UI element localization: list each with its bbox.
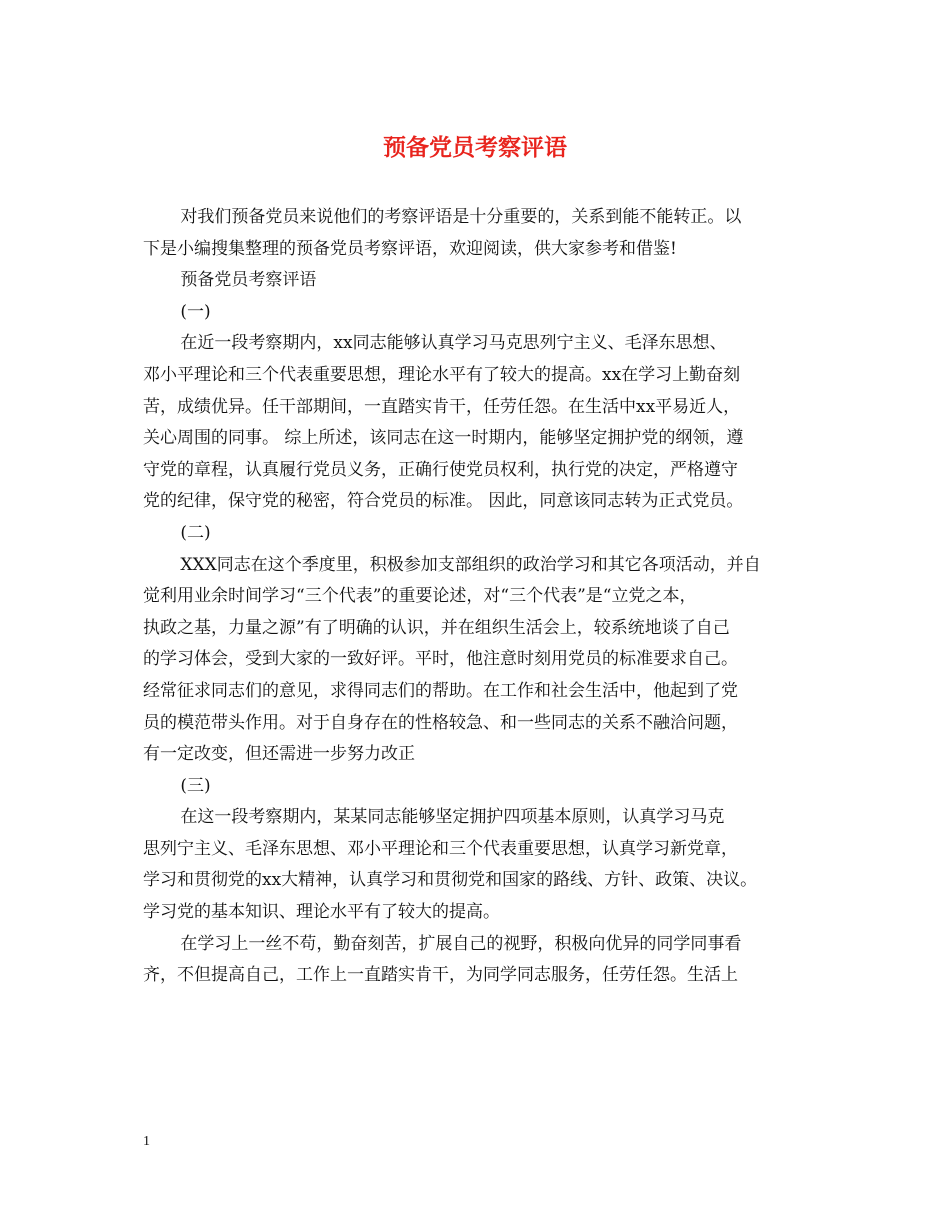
section-1-paragraph: 在近一段考察期内，xx同志能够认真学习马克思列宁主义、毛泽东思想、 邓小平理论和三个代表重要思想，理论水平有了较大的提高。xx在学习上勤奋刻 苦，成绩优异。任干部期间，一直踏实肯干，任劳任怨。在生活中xx平易近人， 关心周围的同事。 综上所述，该同志在这一时期内，能够坚定拥护党的纲领，遵 守党的章程，认真履行党员义务，正确行使党员权利，执行党的决定，严格遵守 党的纪律，保守党的秘密，符合党员的标准。 因此，同意该同志转为正式党员。 [143,333,744,512]
page-number: 1 [143,1134,150,1149]
section-marker-1: (一) [180,301,211,322]
subheading: 预备党员考察评语 [180,270,317,291]
section-marker-3: (三) [180,775,211,796]
section-marker-2: (二) [180,522,211,543]
section-3-paragraph-2: 在学习上一丝不苟，勤奋刻苦，扩展自己的视野，积极向优异的同学同事看 齐，不但提高自己，工作上一直踏实肯干，为同学同志服务，任劳任怨。生活上 [143,933,742,986]
intro-paragraph: 对我们预备党员来说他们的考察评语是十分重要的，关系到能不能转正。以 下是小编搜集整理的预备党员考察评语，欢迎阅读，供大家参考和借鉴! [143,207,742,259]
document-body [143,202,823,992]
section-2-paragraph: XXX同志在这个季度里，积极参加支部组织的政治学习和其它各项活动，并自 觉利用业余时间学习“三个代表”的重要论述，对“三个代表”是“立党之本， 执政之基，力量之源”有了明确的认识，并在组织生活会上，较系统地谈了自己 的学习体会，受到大家的一致好评。平时，他注意时刻用党员的标准要求自己。 经常征求同志们的意见，求得同志们的帮助。在工作和社会生活中，他起到了党 员的模范带头作用。对于自身存在的性格较急、和一些同志的关系不融洽问题， 有一定改变，但还需进一步努力改正 [143,554,761,765]
document-title: 预备党员考察评语 [383,134,567,161]
section-3-paragraph-1: 在这一段考察期内，某某同志能够坚定拥护四项基本原则，认真学习马克 思列宁主义、毛泽东思想、邓小平理论和三个代表重要思想，认真学习新党章， 学习和贯彻党的xx大精神，认真学习和贯彻党和国家的路线、方针、政策、决议。 学习党的基本知识、理论水平有了较大的提高。 [143,807,758,923]
